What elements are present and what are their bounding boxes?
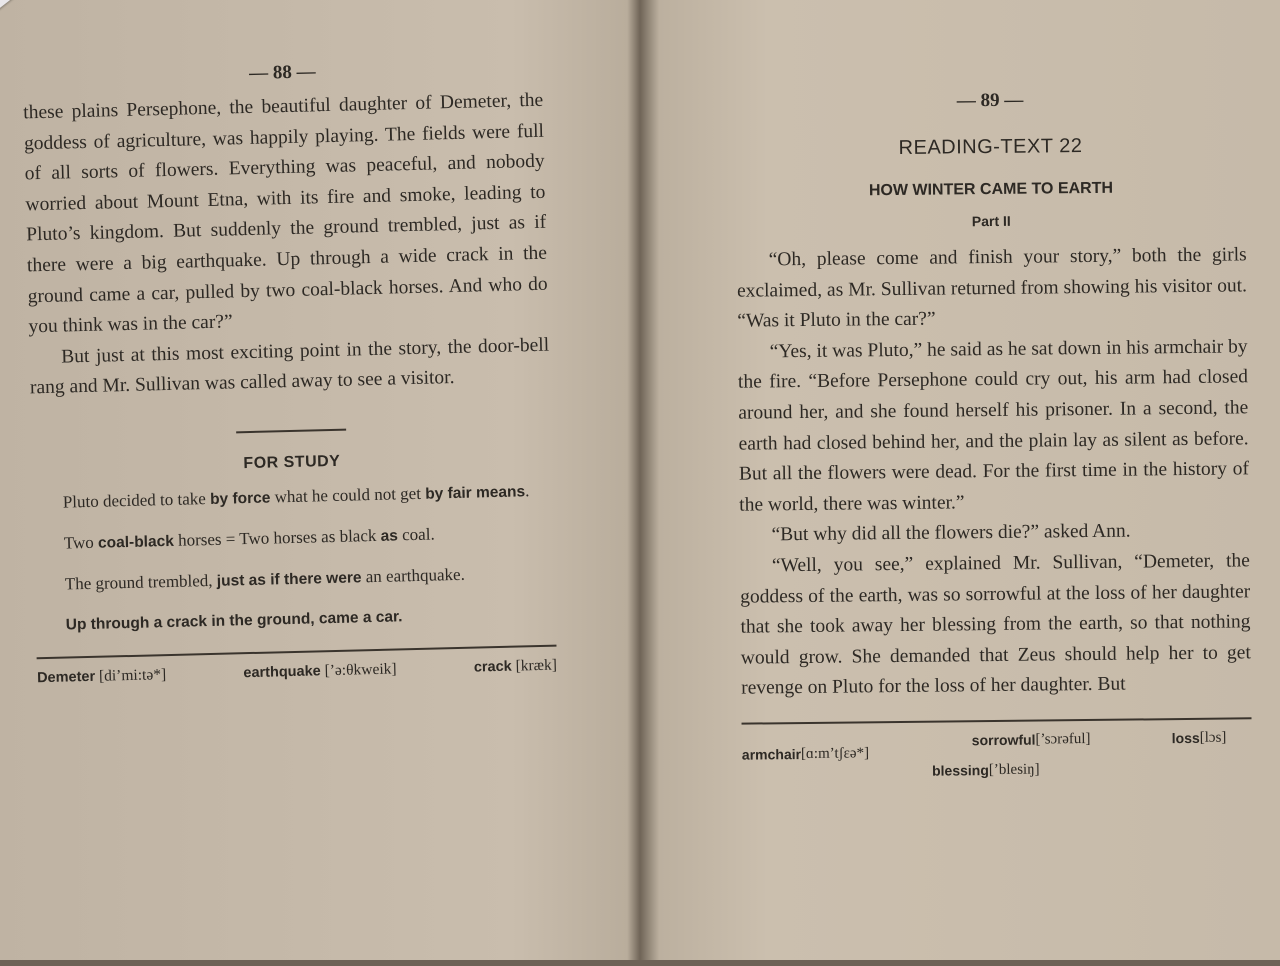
vocab-entry — [931, 761, 1040, 781]
vocab-pronunciation: [ɑ:m’tʃɛə*] — [800, 745, 870, 762]
study-item — [34, 519, 555, 559]
right-page — [734, 0, 1254, 963]
footnote-divider — [742, 717, 1252, 724]
study-phrase: as — [380, 527, 399, 545]
paragraph: “Well, you see,” explained Mr. Sullivan, “Demeter, the goddess of the earth, was so sorrowful at the loss of her daughter that she took away her blessing from the earth, so that nothing would grow. She demanded that Zeus should help her to get revenge on Pluto for the loss of her daughter. But — [740, 550, 1251, 699]
vocab-entry — [741, 745, 870, 765]
vocab-pronunciation: [kræk] — [511, 656, 558, 675]
vocab-word: crack — [473, 658, 512, 676]
reading-part: Part II — [971, 212, 1011, 230]
study-text: what he could not get — [270, 483, 426, 507]
vocab-pronunciation: [lɔs] — [1199, 729, 1227, 746]
vocab-pronunciation: [’ə:θkweik] — [320, 660, 397, 680]
right-body-text — [737, 240, 1252, 704]
vocab-word: sorrowful — [971, 731, 1036, 749]
vocab-entry — [971, 730, 1091, 750]
study-item — [36, 601, 556, 640]
study-text: an earthquake. — [361, 564, 466, 587]
study-text: Up through a crack in the ground, came a car. — [65, 608, 403, 634]
vocab-entry — [1171, 729, 1227, 748]
left-body-text — [23, 86, 550, 405]
vocab-list-right — [742, 729, 1253, 794]
study-heading: FOR STUDY — [243, 452, 341, 473]
paragraph: these plains Persephone, the beautiful daughter of Demeter, the goddess of agriculture, was happily playing. The fields were full of all sorts of flowers. Everything was peaceful, and nobody worried about Mount Etna, with its fire and smoke, leading to Pluto’s kingdom. But suddenly the ground trembled, just as if there were a big earthquake. Up through a wide crack in the ground came a car, pulled by two coal-black horses. And who do you think was in the car?” — [23, 89, 548, 338]
vocab-list-left — [37, 657, 557, 688]
study-text: horses = Two horses as black — [173, 525, 381, 550]
study-phrase: just as if there were — [216, 569, 362, 590]
vocab-word: earthquake — [243, 663, 321, 682]
footnote-divider — [37, 645, 557, 660]
section-divider — [236, 429, 346, 434]
study-phrase: by force — [209, 489, 271, 508]
study-text: . — [524, 481, 530, 501]
vocab-pronunciation: [’sɔrəful] — [1035, 730, 1091, 748]
vocab-word: loss — [1171, 729, 1200, 747]
study-phrase: by fair means — [425, 483, 526, 503]
vocab-word: armchair — [741, 745, 802, 763]
page-number-right: — 89 — — [956, 89, 1024, 112]
vocab-word: blessing — [931, 761, 989, 779]
study-item — [35, 560, 556, 600]
study-text: Two — [63, 532, 99, 553]
study-text: coal. — [397, 524, 435, 545]
reading-subtitle: HOW WINTER CAME TO EARTH — [868, 179, 1114, 200]
study-phrase: coal-black — [97, 532, 175, 552]
paragraph: “Oh, please come and finish your story,” both the girls exclaimed, as Mr. Sullivan returned from showing his visitor out. “Was it Pluto in the car?” — [736, 244, 1248, 332]
paragraph: “Yes, it was Pluto,” he said as he sat down in his armchair by the fire. “Before Persephone could cry out, his arm had closed around her, and she found herself his prisoner. In a second, the earth had closed behind her, and the plain lay as silent as before. But all the flowers were dead. For the first time in the history of the world, there was winter.” — [737, 336, 1250, 516]
vocab-entry — [474, 657, 558, 677]
vocab-entry — [37, 666, 166, 687]
vocab-entry — [243, 660, 397, 682]
vocab-pronunciation: [di’mi:tə*] — [94, 666, 167, 685]
study-text: Pluto decided to take — [62, 488, 211, 512]
page-number-left: — 88 — — [248, 61, 316, 84]
reading-title: READING-TEXT 22 — [898, 135, 1083, 159]
paragraph: But just at this most exciting point in the story, the door-bell rang and Mr. Sullivan was called away to see a visitor. — [29, 334, 550, 399]
left-page — [21, 0, 564, 966]
study-text: The ground trembled, — [64, 570, 218, 594]
vocab-pronunciation: [’blesiŋ] — [988, 761, 1040, 778]
study-item — [33, 478, 554, 518]
vocab-word: Demeter — [36, 668, 96, 687]
paragraph: “But why did all the flowers die?” asked Ann. — [771, 520, 1131, 546]
